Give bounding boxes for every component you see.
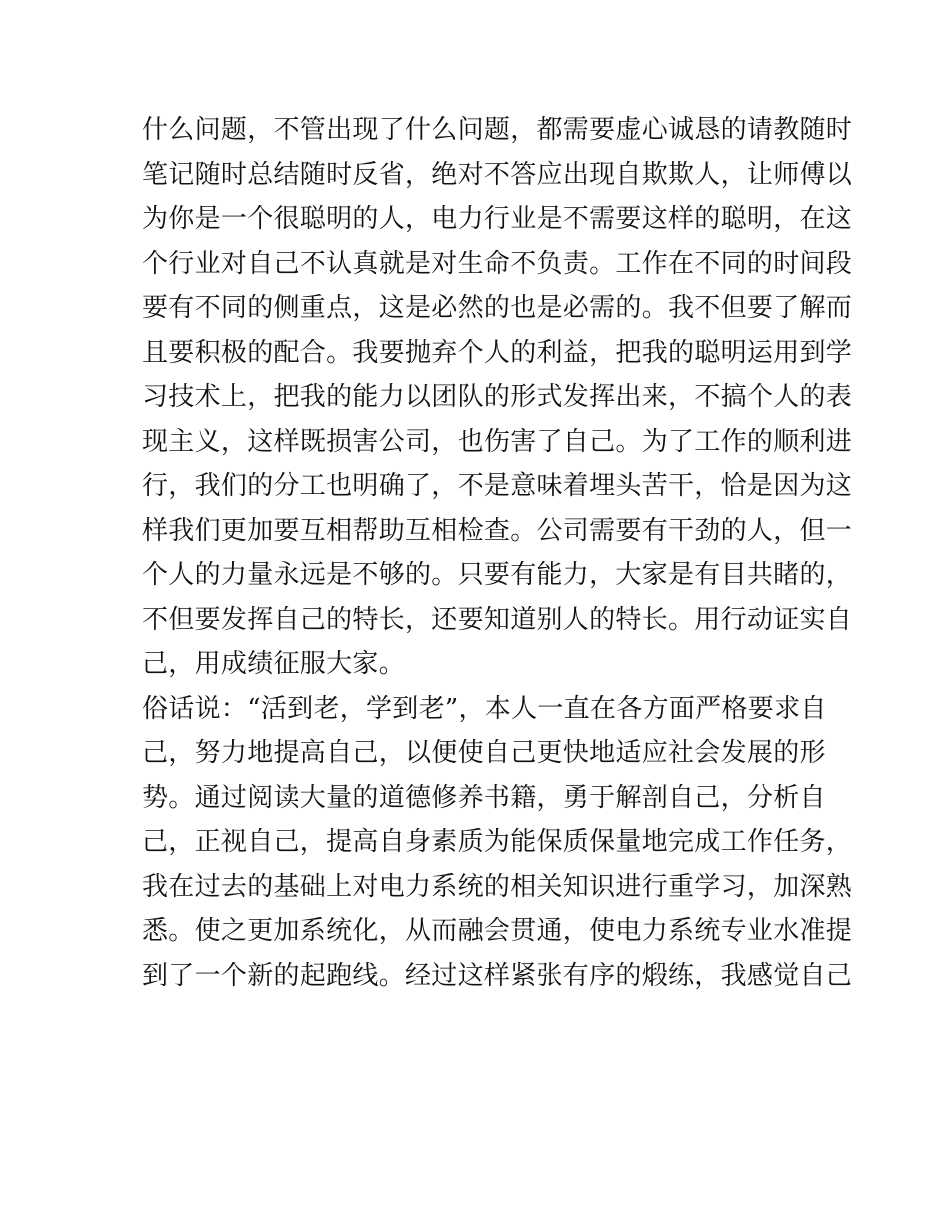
text-line: 要有不同的侧重点，这是必然的也是必需的。我不但要了解而 — [142, 293, 853, 323]
text-line: 悉。使之更加系统化，从而融会贯通，使电力系统专业水准提 — [142, 916, 853, 946]
text-line: 势。通过阅读大量的道德修养书籍，勇于解剖自己，分析自 — [142, 782, 826, 813]
text-line: 己，用成绩征服大家。 — [142, 649, 406, 679]
text-line: 己，正视自己，提高自身素质为能保质保量地完成工作任务， — [142, 827, 853, 857]
text-line: 己，努力地提高自己，以便使自己更快地适应社会发展的形 — [142, 738, 826, 768]
text-line: 笔记随时总结随时反省，绝对不答应出现自欺欺人，让师傅以 — [142, 159, 853, 190]
body-text — [142, 108, 853, 998]
text-line: 俗话说：“活到老，学到老”，本人一直在各方面严格要求自 — [142, 693, 827, 724]
text-line: 样我们更加要互相帮助互相检查。公司需要有干劲的人，但一 — [142, 515, 853, 546]
text-line: 到了一个新的起跑线。经过这样紧张有序的煅练，我感觉自己 — [142, 960, 853, 991]
text-line: 为你是一个很聪明的人，电力行业是不需要这样的聪明，在这 — [142, 204, 853, 234]
text-line: 不但要发挥自己的特长，还要知道别人的特长。用行动证实自 — [142, 604, 853, 635]
text-line: 个人的力量永远是不够的。只要有能力，大家是有目共睹的， — [142, 560, 853, 590]
text-line: 习技术上，把我的能力以团队的形式发挥出来，不搞个人的表 — [142, 382, 853, 412]
text-line: 行，我们的分工也明确了，不是意味着埋头苦干，恰是因为这 — [142, 471, 853, 501]
text-line: 且要积极的配合。我要抛弃个人的利益，把我的聪明运用到学 — [142, 337, 853, 368]
text-line: 个行业对自己不认真就是对生命不负责。工作在不同的时间段 — [142, 248, 853, 279]
text-line: 我在过去的基础上对电力系统的相关知识进行重学习，加深熟 — [142, 871, 853, 902]
text-line: 什么问题，不管出现了什么问题，都需要虚心诚恳的请教随时 — [142, 115, 853, 145]
text-line: 现主义，这样既损害公司，也伤害了自己。为了工作的顺利进 — [142, 426, 853, 457]
